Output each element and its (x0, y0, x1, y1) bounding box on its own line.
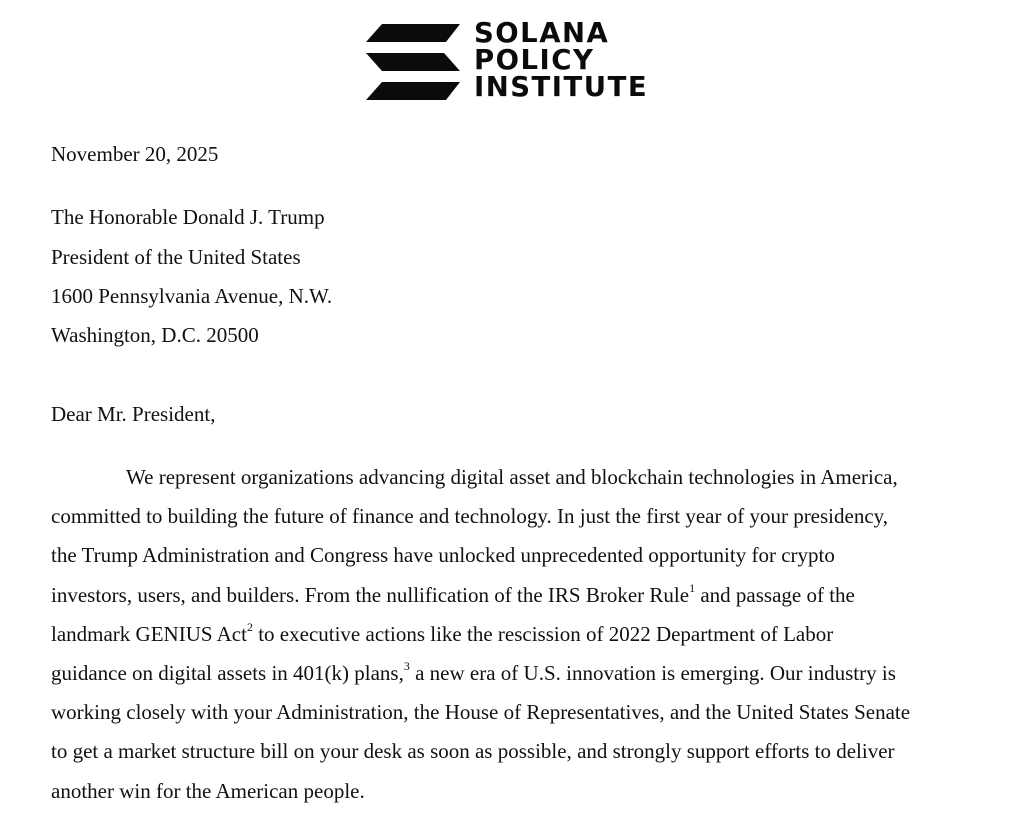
body-line-1: We represent organizations advancing digital asset and blockchain technologies in America, (126, 465, 898, 489)
body-line-4-text-b: and passage of the (695, 582, 855, 607)
body-line-5-text-a: landmark GENIUS Act (51, 621, 247, 646)
address-city: Washington, D.C. 20500 (51, 323, 259, 347)
address-street: 1600 Pennsylvania Avenue, N.W. (51, 284, 333, 308)
body-line-6-text-b: a new era of U.S. innovation is emerging. Our industry is (409, 661, 896, 686)
body-line-9: another win for the American people. (51, 778, 365, 803)
body-line-4-text-a: investors, users, and builders. From the nullification of the IRS Broker Rule (51, 582, 690, 607)
organization-name (474, 17, 649, 103)
logo-line-2: POLICY (474, 44, 595, 76)
body-line-6 (51, 654, 981, 693)
body-line-4 (51, 576, 981, 615)
logo-line-1: SOLANA (474, 17, 610, 49)
body-line-8: to get a market structure bill on your desk as soon as possible, and strongly support efforts to deliver (51, 739, 895, 764)
letter-date: November 20, 2025 (51, 142, 219, 166)
body-paragraph (51, 458, 981, 811)
footnote-ref-1[interactable]: 1 (689, 580, 696, 595)
address-name: The Honorable Donald J. Trump (51, 205, 325, 229)
address-title: President of the United States (51, 245, 301, 269)
body-line-6-text-a: guidance on digital assets in 401(k) plans, (51, 661, 404, 686)
body-line-3: the Trump Administration and Congress have unlocked unprecedented opportunity for crypto (51, 543, 835, 568)
logo-line-3: INSTITUTE (474, 71, 649, 103)
body-line-5-text-b: to executive actions like the rescission of 2022 Department of Labor (252, 621, 834, 646)
body-line-2: committed to building the future of finance and technology. In just the first year of your presidency, (51, 504, 889, 529)
body-line-7: working closely with your Administration, the House of Representatives, and the United States Senate (51, 700, 911, 725)
footnote-ref-2[interactable]: 2 (246, 619, 253, 634)
body-line-5 (51, 615, 981, 654)
footnote-ref-3[interactable]: 3 (403, 659, 410, 674)
salutation: Dear Mr. President, (51, 402, 216, 426)
solana-logo-icon (366, 20, 460, 104)
letterhead (366, 17, 649, 104)
